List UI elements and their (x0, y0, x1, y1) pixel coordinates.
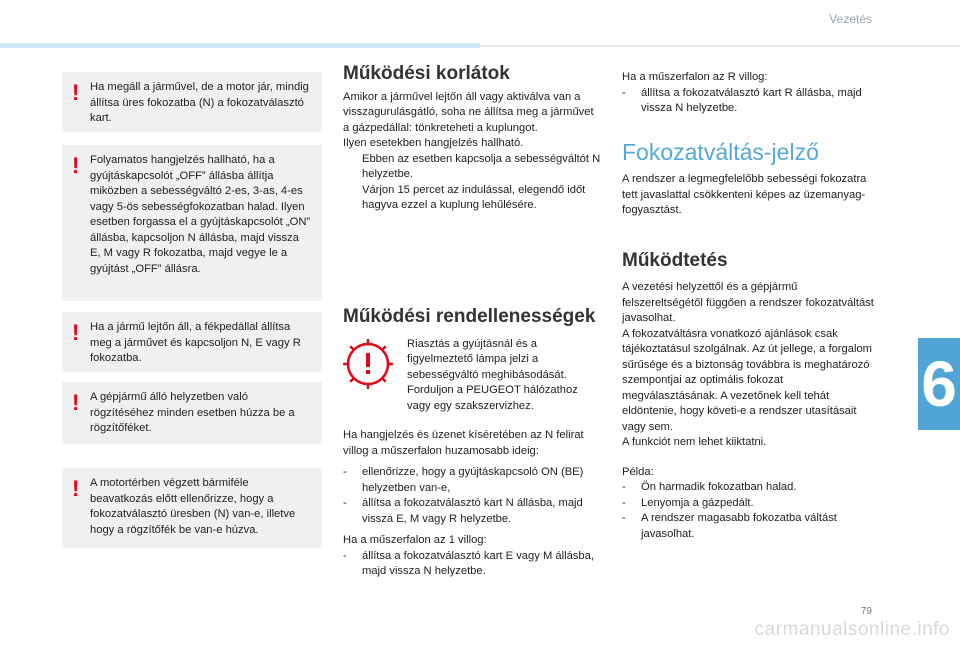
paragraph: A fokozatváltásra vonatkozó ajánlások csak tájékoztatásul szolgálnak. Az út jellege, a forgalom sűrűsége és a biztonság továbbra is meghatározó szempontjai az optimális fokozat megválasztásának. A vezetőnek kell tehát eldöntenie, hogy követi-e a rendszer utasításait vagy sem. (622, 327, 872, 433)
list-item (343, 183, 601, 214)
list-item: - Ön harmadik fokozatban halad. (622, 481, 797, 493)
list-item (343, 152, 601, 183)
paragraph: A vezetési helyzettől és a gépjármű felszereltségétől függően a rendszer fokozatváltást javasolhat. (622, 281, 874, 324)
paragraph: Amikor a járművel lejtőn áll vagy aktiválva van a visszagurulásgátló, soha ne állítsa meg a járművet a gázpedállal: tönkreteheti a kuplungot. (343, 90, 594, 134)
chapter-title: Vezetés (829, 12, 872, 26)
paragraph: Ha hangjelzés és üzenet kíséretében az N felirat villog a műszerfalon huzamosabb ideig: (343, 429, 584, 457)
exclamation-icon: ! (72, 320, 80, 345)
warning-text: Ha megáll a járművel, de a motor jár, mindig állítsa üres fokozatba (N) a fokozatválasztó kart. (90, 81, 309, 124)
list-item-text: ellenőrizze, hogy a gyújtáskapcsoló ON (BE) helyzetben van-e, (362, 466, 584, 494)
list-item-text: állítsa a fokozatválasztó kart E vagy M állásba, majd vissza N helyzetbe. (362, 549, 594, 577)
header-accent-bar (0, 43, 480, 48)
list-item: - Lenyomja a gázpedált. (622, 496, 754, 509)
warning-text: Folyamatos hangjelzés hallható, ha a gyújtáskapcsolót „OFF” állásba állítja miközben a sebességváltó 2-es, 3-as, 4-es vagy 5-ös sebességfokozatban halad. Ilyen esetben forgassa el a gyújtáskapcsolót „ON” állásba, kapcsoljon N állásba, majd vissza E, M vagy R fokozatba, majd vegye le a gyújtást „OFF” állásra. (90, 154, 311, 275)
alert-text: Riasztás a gyújtásnál és a figyelmeztető lámpa jelzi a sebességváltó meghibásodását. Forduljon a PEUGEOT hálózathoz vagy egy szakszervizhez. (407, 337, 578, 412)
list-item-text: állítsa a fokozatválasztó kart R állásba, majd vissza N helyzetbe. (641, 86, 862, 114)
section-heading: Működési korlátok (343, 63, 510, 84)
watermark: carmanualsonline.info (754, 619, 950, 640)
warning-text: A gépjármű álló helyzetben való rögzítéséhez minden esetben húzza be a rögzítőféket. (90, 391, 295, 434)
warning-box (62, 145, 322, 301)
list-item-text: állítsa a fokozatválasztó kart N állásba, majd vissza E, M vagy R helyzetbe. (362, 497, 583, 525)
warning-text: A motortérben végzett bármiféle beavatkozás előtt ellenőrizze, hogy a fokozatválasztó üresben (N) van-e, illetve hogy a rögzítőfék be van-e húzva. (90, 477, 296, 536)
list-item: - állítsa a fokozatválasztó kart E vagy M állásba, majd vissza N helyzetbe. (343, 549, 594, 577)
list-item: - A rendszer magasabb fokozatba váltást javasolhat. (622, 512, 837, 540)
list-item: - állítsa a fokozatválasztó kart N állásba, majd vissza E, M vagy R helyzetbe. (343, 497, 583, 525)
list-item: - állítsa a fokozatválasztó kart R állásba, majd vissza N helyzetbe. (622, 86, 862, 114)
warning-box (62, 312, 322, 372)
list-item-text: Ön harmadik fokozatban halad. (641, 481, 797, 493)
paragraph: Példa: (622, 465, 654, 478)
paragraph: Ha a műszerfalon az R villog: (622, 71, 768, 83)
exclamation-icon: ! (72, 476, 80, 501)
warning-box (62, 382, 322, 444)
warning-text: Ha a jármű lejtőn áll, a fékpedállal állítsa meg a járművet és kapcsoljon N, E vagy R fokozatba. (90, 321, 301, 364)
paragraph: A rendszer a legmegfelelőbb sebességi fokozatra tett javaslattal csökkenteni képes az üzemanyag-fogyasztást. (622, 173, 867, 216)
warning-box (62, 468, 322, 548)
warning-box (62, 72, 322, 132)
malfunctions-section (343, 306, 601, 580)
list-item-text: A rendszer magasabb fokozatba váltást javasolhat. (641, 512, 837, 540)
exclamation-icon: ! (72, 390, 80, 415)
alert-row (343, 337, 601, 415)
list-item-text: Ebben az esetben kapcsolja a sebességváltót N helyzetbe. (362, 152, 601, 180)
exclamation-icon: ! (72, 153, 80, 178)
list-item-text: Lenyomja a gázpedált. (641, 496, 754, 509)
chapter-number: 6 (921, 348, 957, 420)
paragraph: Ilyen esetekben hangjelzés hallható. (343, 137, 524, 149)
paragraph: Ha a műszerfalon az 1 villog: (343, 534, 487, 546)
section-title: Fokozatváltás-jelző (622, 138, 819, 165)
limits-section (343, 63, 601, 214)
paragraph: A funkciót nem lehet kiiktatni. (622, 436, 767, 448)
exclamation-icon: ! (72, 80, 80, 105)
warning-triangle-icon (343, 339, 393, 389)
section-heading: Működési rendellenességek (343, 306, 596, 327)
list-item: - ellenőrizze, hogy a gyújtáskapcsoló ON (BE) helyzetben van-e, (343, 466, 584, 494)
header-rule (480, 45, 960, 47)
list-item-text: Várjon 15 percet az indulással, elegendő időt hagyva ezzel a kuplung lehűlésére. (362, 183, 586, 211)
gear-indicator-section (622, 70, 880, 542)
page-number: 79 (860, 606, 872, 617)
section-heading: Működtetés (622, 249, 728, 271)
